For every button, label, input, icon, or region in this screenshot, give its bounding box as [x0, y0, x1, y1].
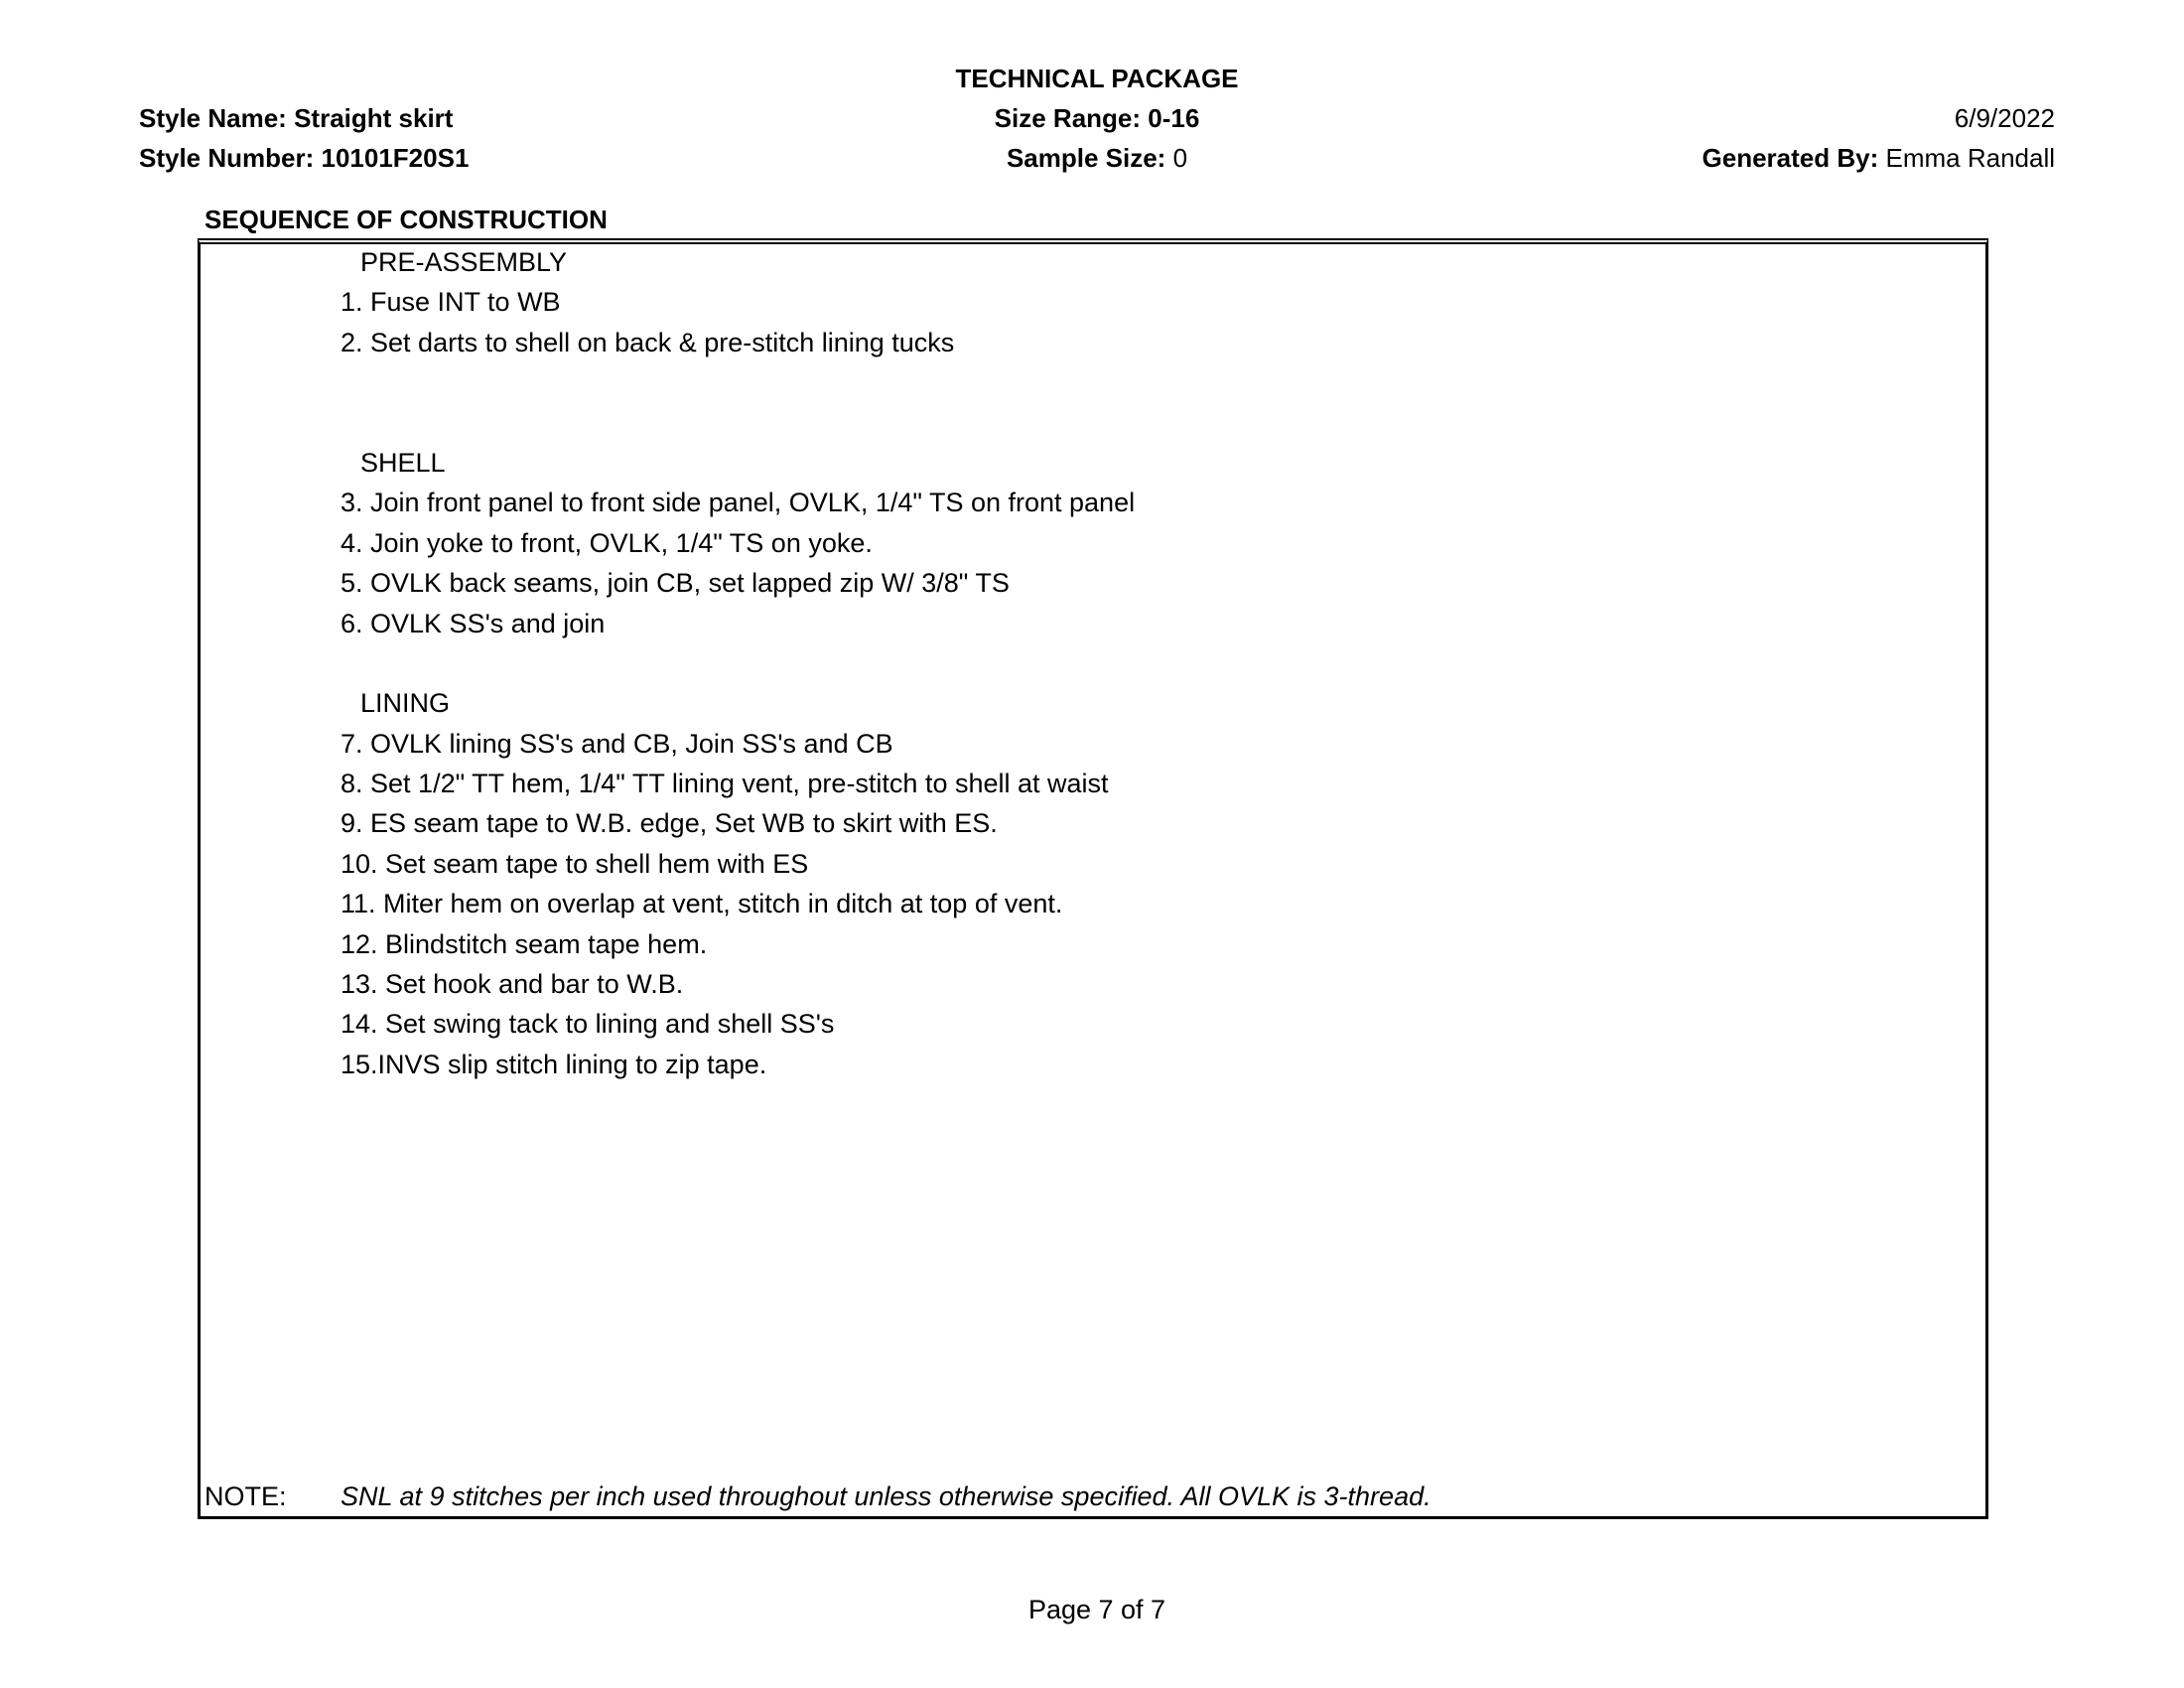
- generated-by-value: Emma Randall: [1885, 143, 2055, 173]
- note-text: SNL at 9 stitches per inch used throughout unless otherwise specified. All OVLK is 3-thread.: [341, 1481, 1432, 1511]
- style-name-label: Style Name:: [139, 103, 287, 133]
- size-range-label: Size Range:: [994, 103, 1142, 133]
- step-item: 5. OVLK back seams, join CB, set lapped zip W/ 3/8" TS: [341, 568, 1010, 599]
- sample-size-value: 0: [1172, 143, 1188, 173]
- step-item: 14. Set swing tack to lining and shell SS's: [341, 1009, 835, 1040]
- document-title: TECHNICAL PACKAGE: [955, 64, 1239, 93]
- date: 6/9/2022: [1954, 103, 2055, 133]
- spacer: [341, 362, 1135, 402]
- style-name: [139, 101, 453, 135]
- step-item: 1. Fuse INT to WB: [341, 287, 561, 318]
- spacer: [341, 403, 1135, 443]
- spacer: [341, 643, 1135, 683]
- style-number: [139, 141, 469, 175]
- note-label: NOTE:: [205, 1481, 287, 1511]
- sample-size: [1007, 141, 1187, 175]
- generated-by: [1703, 141, 2055, 175]
- style-number-value: 10101F20S1: [321, 143, 470, 173]
- size-range: [995, 101, 1200, 135]
- generated-by-label: Generated By:: [1702, 143, 1879, 173]
- shell-heading: SHELL: [360, 447, 446, 478]
- lining-heading: LINING: [360, 688, 451, 719]
- style-name-value: Straight skirt: [294, 103, 454, 133]
- pre-assembly-heading: PRE-ASSEMBLY: [360, 247, 568, 277]
- step-item: 7. OVLK lining SS's and CB, Join SS's and CB: [341, 728, 893, 759]
- section-heading: SEQUENCE OF CONSTRUCTION: [205, 205, 608, 234]
- step-item: 13. Set hook and bar to W.B.: [341, 969, 684, 1000]
- step-item: 9. ES seam tape to W.B. edge, Set WB to skirt with ES.: [341, 808, 998, 839]
- step-item: 4. Join yoke to front, OVLK, 1/4" TS on yoke.: [341, 527, 873, 558]
- step-item: 11. Miter hem on overlap at vent, stitch in ditch at top of vent.: [341, 889, 1063, 919]
- step-item: 6. OVLK SS's and join: [341, 608, 606, 638]
- size-range-value: 0-16: [1148, 103, 1200, 133]
- step-item: 15.INVS slip stitch lining to zip tape.: [341, 1049, 767, 1079]
- page-number: Page 7 of 7: [1027, 1595, 1166, 1624]
- construction-steps: [341, 242, 1135, 1084]
- step-item: 8. Set 1/2" TT hem, 1/4" TT lining vent, pre-stitch to shell at waist: [341, 769, 1109, 799]
- step-item: 12. Blindstitch seam tape hem.: [341, 928, 708, 959]
- step-item: 10. Set seam tape to shell hem with ES: [341, 848, 809, 879]
- step-item: 2. Set darts to shell on back & pre-stitch lining tucks: [341, 327, 955, 357]
- sample-size-label: Sample Size:: [1006, 143, 1166, 173]
- style-number-label: Style Number:: [139, 143, 315, 173]
- step-item: 3. Join front panel to front side panel, OVLK, 1/4" TS on front panel: [341, 488, 1136, 518]
